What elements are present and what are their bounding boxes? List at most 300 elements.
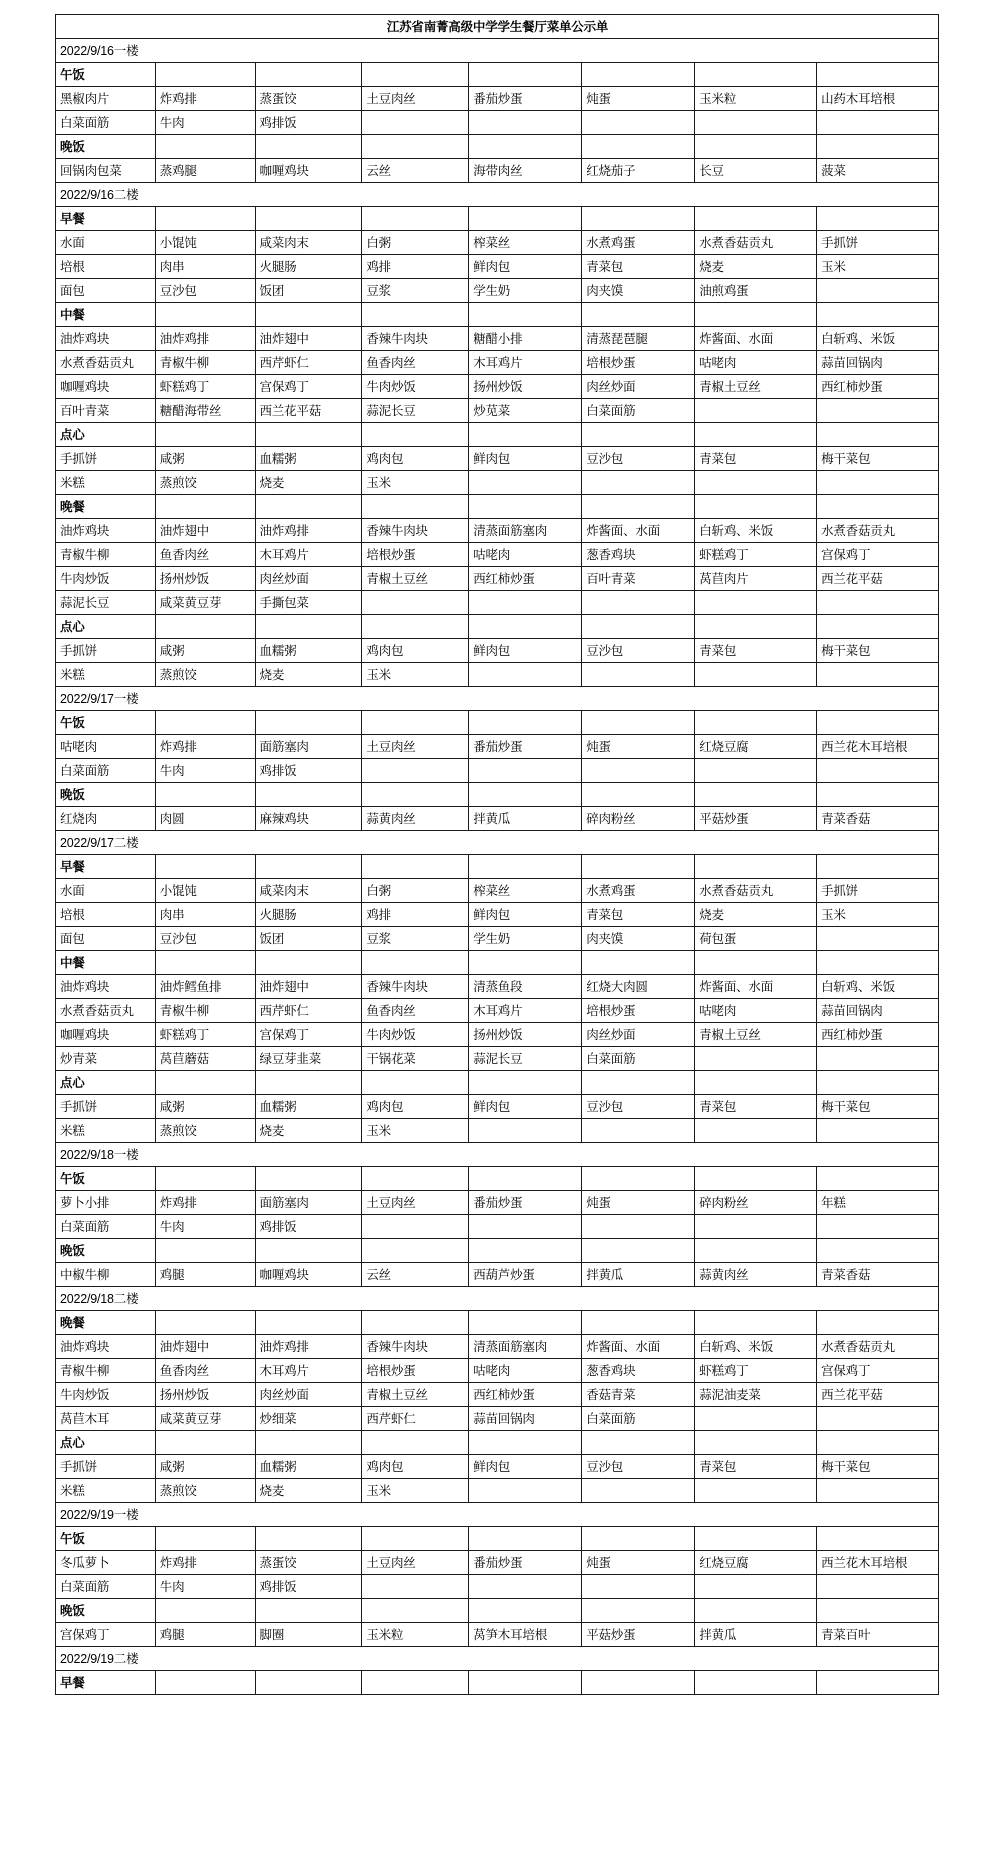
dish-cell: 西兰花平菇 <box>817 1383 939 1407</box>
dish-cell: 油炸鸡排 <box>255 519 362 543</box>
dish-cell: 云丝 <box>362 159 469 183</box>
empty-cell <box>695 135 817 159</box>
dish-cell: 白菜面筋 <box>582 399 695 423</box>
meal-label: 午饭 <box>56 1527 156 1551</box>
dish-row <box>56 1575 939 1599</box>
dish-cell: 油炸鸡排 <box>155 327 255 351</box>
dish-cell: 白菜面筋 <box>582 1407 695 1431</box>
empty-cell <box>255 1431 362 1455</box>
empty-cell <box>582 783 695 807</box>
empty-cell <box>255 303 362 327</box>
dish-cell: 香辣牛肉块 <box>362 327 469 351</box>
dish-cell: 山药木耳培根 <box>817 87 939 111</box>
dish-cell: 西红柿炒蛋 <box>817 1023 939 1047</box>
empty-cell <box>582 207 695 231</box>
meal-label: 点心 <box>56 1431 156 1455</box>
dish-cell: 烧麦 <box>695 255 817 279</box>
empty-cell <box>469 303 582 327</box>
empty-cell <box>582 423 695 447</box>
dish-cell: 油炸翅中 <box>255 327 362 351</box>
dish-cell: 水煮香菇贡丸 <box>56 351 156 375</box>
dish-cell: 蒜苗回锅肉 <box>817 351 939 375</box>
dish-cell: 萝卜小排 <box>56 1191 156 1215</box>
empty-cell <box>817 1239 939 1263</box>
dish-cell: 鲜肉包 <box>469 447 582 471</box>
meal-label: 点心 <box>56 615 156 639</box>
dish-cell: 土豆肉丝 <box>362 87 469 111</box>
dish-cell: 西芹虾仁 <box>255 351 362 375</box>
empty-cell <box>469 783 582 807</box>
dish-row <box>56 1455 939 1479</box>
dish-cell: 清蒸面筋塞肉 <box>469 1335 582 1359</box>
dish-cell: 咸粥 <box>155 639 255 663</box>
dish-cell: 炸酱面、水面 <box>695 327 817 351</box>
dish-cell: 蒜泥油麦菜 <box>695 1383 817 1407</box>
dish-cell: 年糕 <box>817 1191 939 1215</box>
empty-cell <box>817 399 939 423</box>
dish-cell: 牛肉 <box>155 111 255 135</box>
empty-cell <box>469 495 582 519</box>
empty-cell <box>695 207 817 231</box>
empty-cell <box>817 207 939 231</box>
dish-cell: 咕咾肉 <box>469 543 582 567</box>
dish-cell: 鱼香肉丝 <box>362 999 469 1023</box>
empty-cell <box>469 63 582 87</box>
dish-cell: 血糯粥 <box>255 1455 362 1479</box>
meal-header-row <box>56 1431 939 1455</box>
meal-header-row <box>56 495 939 519</box>
dish-cell: 青菜包 <box>695 1455 817 1479</box>
empty-cell <box>582 1119 695 1143</box>
meal-header-row <box>56 951 939 975</box>
date-header-row <box>56 1503 939 1527</box>
dish-cell: 手抓饼 <box>56 1455 156 1479</box>
dish-cell: 咸菜肉末 <box>255 231 362 255</box>
empty-cell <box>255 783 362 807</box>
dish-cell: 西红柿炒蛋 <box>469 567 582 591</box>
dish-cell: 玉米 <box>817 903 939 927</box>
dish-cell: 莴苣木耳 <box>56 1407 156 1431</box>
dish-cell: 鸡排饭 <box>255 759 362 783</box>
dish-cell: 咕咾肉 <box>695 351 817 375</box>
dish-cell: 梅干菜包 <box>817 1095 939 1119</box>
dish-cell: 西葫芦炒蛋 <box>469 1263 582 1287</box>
dish-cell: 白菜面筋 <box>56 1215 156 1239</box>
dish-cell: 菠菜 <box>817 159 939 183</box>
dish-row <box>56 1215 939 1239</box>
dish-cell: 白斩鸡、米饭 <box>817 975 939 999</box>
dish-cell: 红烧肉 <box>56 807 156 831</box>
empty-cell <box>155 207 255 231</box>
dish-cell: 烧麦 <box>255 1119 362 1143</box>
meal-header-row <box>56 63 939 87</box>
dish-cell: 脚圈 <box>255 1623 362 1647</box>
dish-cell: 莴苣蘑菇 <box>155 1047 255 1071</box>
dish-cell: 宫保鸡丁 <box>817 543 939 567</box>
dish-cell: 豆沙包 <box>582 1455 695 1479</box>
dish-row <box>56 327 939 351</box>
dish-cell: 手抓饼 <box>56 1095 156 1119</box>
empty-cell <box>817 927 939 951</box>
empty-cell <box>817 663 939 687</box>
empty-cell <box>255 711 362 735</box>
empty-cell <box>469 1479 582 1503</box>
dish-cell: 玉米粒 <box>695 87 817 111</box>
empty-cell <box>582 1215 695 1239</box>
meal-header-row <box>56 1671 939 1695</box>
dish-cell: 培根炒蛋 <box>582 351 695 375</box>
dish-cell: 咖喱鸡块 <box>255 1263 362 1287</box>
empty-cell <box>582 303 695 327</box>
dish-cell: 手撕包菜 <box>255 591 362 615</box>
date-label: 2022/9/16二楼 <box>56 183 939 207</box>
empty-cell <box>255 63 362 87</box>
dish-cell: 青菜香菇 <box>817 1263 939 1287</box>
empty-cell <box>469 1119 582 1143</box>
dish-cell: 青椒牛柳 <box>155 351 255 375</box>
date-header-row <box>56 831 939 855</box>
empty-cell <box>817 711 939 735</box>
empty-cell <box>362 591 469 615</box>
dish-cell: 水煮鸡蛋 <box>582 231 695 255</box>
dish-cell: 百叶青菜 <box>56 399 156 423</box>
dish-cell: 油炸鳕鱼排 <box>155 975 255 999</box>
dish-cell: 鱼香肉丝 <box>155 543 255 567</box>
meal-label: 晚饭 <box>56 783 156 807</box>
date-header-row <box>56 1143 939 1167</box>
dish-cell: 青椒土豆丝 <box>695 1023 817 1047</box>
dish-cell: 青椒土豆丝 <box>695 375 817 399</box>
dish-row <box>56 1407 939 1431</box>
empty-cell <box>695 1599 817 1623</box>
dish-cell: 番茄炒蛋 <box>469 1191 582 1215</box>
meal-header-row <box>56 303 939 327</box>
empty-cell <box>155 1239 255 1263</box>
empty-cell <box>695 111 817 135</box>
dish-cell: 莴苣肉片 <box>695 567 817 591</box>
empty-cell <box>469 423 582 447</box>
dish-cell: 鲜肉包 <box>469 255 582 279</box>
empty-cell <box>155 1671 255 1695</box>
dish-cell: 牛肉炒饭 <box>56 567 156 591</box>
meal-label: 午饭 <box>56 711 156 735</box>
meal-label: 晚饭 <box>56 1239 156 1263</box>
dish-cell: 水煮香菇贡丸 <box>695 879 817 903</box>
dish-row <box>56 1335 939 1359</box>
dish-cell: 学生奶 <box>469 279 582 303</box>
dish-cell: 血糯粥 <box>255 1095 362 1119</box>
dish-cell: 炖蛋 <box>582 1191 695 1215</box>
empty-cell <box>255 1599 362 1623</box>
dish-cell: 鱼香肉丝 <box>362 351 469 375</box>
dish-cell: 西兰花平菇 <box>817 567 939 591</box>
empty-cell <box>695 399 817 423</box>
empty-cell <box>695 1431 817 1455</box>
dish-cell: 宫保鸡丁 <box>817 1359 939 1383</box>
dish-cell: 榨菜丝 <box>469 879 582 903</box>
dish-cell: 鲜肉包 <box>469 1095 582 1119</box>
empty-cell <box>255 207 362 231</box>
dish-cell: 碎肉粉丝 <box>582 807 695 831</box>
dish-cell: 梅干菜包 <box>817 1455 939 1479</box>
empty-cell <box>155 495 255 519</box>
dish-row <box>56 1359 939 1383</box>
dish-cell: 炒苋菜 <box>469 399 582 423</box>
empty-cell <box>695 303 817 327</box>
dish-cell: 西芹虾仁 <box>362 1407 469 1431</box>
empty-cell <box>695 591 817 615</box>
menu-table <box>55 14 939 1695</box>
dish-cell: 中椒牛柳 <box>56 1263 156 1287</box>
dish-cell: 肉丝炒面 <box>255 1383 362 1407</box>
dish-cell: 蒜泥长豆 <box>56 591 156 615</box>
empty-cell <box>255 1671 362 1695</box>
dish-cell: 碎肉粉丝 <box>695 1191 817 1215</box>
dish-row <box>56 927 939 951</box>
meal-header-row <box>56 1239 939 1263</box>
dish-cell: 鲜肉包 <box>469 903 582 927</box>
dish-cell: 肉串 <box>155 903 255 927</box>
empty-cell <box>362 1311 469 1335</box>
meal-header-row <box>56 615 939 639</box>
dish-cell: 火腿肠 <box>255 903 362 927</box>
dish-cell: 拌黄瓜 <box>695 1623 817 1647</box>
dish-cell: 炒细菜 <box>255 1407 362 1431</box>
empty-cell <box>817 279 939 303</box>
dish-cell: 豆浆 <box>362 279 469 303</box>
dish-cell: 西兰花木耳培根 <box>817 735 939 759</box>
dish-cell: 拌黄瓜 <box>469 807 582 831</box>
dish-cell: 葱香鸡块 <box>582 543 695 567</box>
dish-cell: 白菜面筋 <box>56 111 156 135</box>
empty-cell <box>362 1599 469 1623</box>
empty-cell <box>695 951 817 975</box>
dish-cell: 咸菜肉末 <box>255 879 362 903</box>
empty-cell <box>155 951 255 975</box>
empty-cell <box>469 471 582 495</box>
empty-cell <box>155 423 255 447</box>
empty-cell <box>695 1047 817 1071</box>
dish-cell: 肉丝炒面 <box>582 375 695 399</box>
dish-cell: 蒸煎饺 <box>155 663 255 687</box>
empty-cell <box>362 303 469 327</box>
empty-cell <box>582 1671 695 1695</box>
empty-cell <box>362 855 469 879</box>
empty-cell <box>695 423 817 447</box>
date-header-row <box>56 687 939 711</box>
empty-cell <box>695 1407 817 1431</box>
dish-row <box>56 1383 939 1407</box>
dish-cell: 米糕 <box>56 1479 156 1503</box>
empty-cell <box>469 207 582 231</box>
empty-cell <box>155 855 255 879</box>
meal-label: 中餐 <box>56 951 156 975</box>
dish-cell: 鸡排饭 <box>255 1215 362 1239</box>
dish-cell: 豆浆 <box>362 927 469 951</box>
empty-cell <box>817 591 939 615</box>
meal-label: 点心 <box>56 423 156 447</box>
empty-cell <box>362 135 469 159</box>
dish-cell: 牛肉炒饭 <box>362 1023 469 1047</box>
empty-cell <box>155 303 255 327</box>
dish-cell: 鸡腿 <box>155 1263 255 1287</box>
dish-cell: 咖喱鸡块 <box>255 159 362 183</box>
dish-cell: 培根炒蛋 <box>362 1359 469 1383</box>
empty-cell <box>255 1167 362 1191</box>
empty-cell <box>582 855 695 879</box>
empty-cell <box>695 1311 817 1335</box>
empty-cell <box>155 1599 255 1623</box>
dish-cell: 蒸蛋饺 <box>255 87 362 111</box>
dish-row <box>56 639 939 663</box>
date-label: 2022/9/16一楼 <box>56 39 939 63</box>
dish-cell: 红烧大肉圆 <box>582 975 695 999</box>
dish-cell: 青菜包 <box>582 255 695 279</box>
empty-cell <box>582 1311 695 1335</box>
dish-cell: 平菇炒蛋 <box>695 807 817 831</box>
dish-cell: 肉丝炒面 <box>255 567 362 591</box>
dish-cell: 青菜香菇 <box>817 807 939 831</box>
empty-cell <box>817 1311 939 1335</box>
empty-cell <box>695 1071 817 1095</box>
empty-cell <box>155 615 255 639</box>
dish-cell: 咕咾肉 <box>695 999 817 1023</box>
dish-cell: 扬州炒饭 <box>155 1383 255 1407</box>
empty-cell <box>817 1119 939 1143</box>
dish-cell: 西兰花平菇 <box>255 399 362 423</box>
empty-cell <box>817 111 939 135</box>
dish-row <box>56 159 939 183</box>
dish-cell: 木耳鸡片 <box>469 351 582 375</box>
dish-cell: 百叶青菜 <box>582 567 695 591</box>
dish-cell: 白菜面筋 <box>56 759 156 783</box>
dish-cell: 白斩鸡、米饭 <box>817 327 939 351</box>
dish-row <box>56 255 939 279</box>
empty-cell <box>817 1599 939 1623</box>
dish-cell: 水煮香菇贡丸 <box>817 519 939 543</box>
dish-cell: 炸酱面、水面 <box>695 975 817 999</box>
empty-cell <box>469 1575 582 1599</box>
dish-cell: 牛肉 <box>155 1575 255 1599</box>
empty-cell <box>817 63 939 87</box>
dish-cell: 宫保鸡丁 <box>255 1023 362 1047</box>
dish-cell: 青椒牛柳 <box>56 1359 156 1383</box>
dish-cell: 油煎鸡蛋 <box>695 279 817 303</box>
dish-cell: 玉米 <box>362 663 469 687</box>
empty-cell <box>817 471 939 495</box>
dish-row <box>56 879 939 903</box>
dish-cell: 肉夹馍 <box>582 927 695 951</box>
dish-cell: 鸡肉包 <box>362 1095 469 1119</box>
dish-cell: 荷包蛋 <box>695 927 817 951</box>
dish-cell: 面包 <box>56 279 156 303</box>
dish-cell: 玉米 <box>362 1119 469 1143</box>
empty-cell <box>362 1575 469 1599</box>
dish-row <box>56 1023 939 1047</box>
dish-cell: 手抓饼 <box>817 231 939 255</box>
empty-cell <box>817 783 939 807</box>
meal-label: 点心 <box>56 1071 156 1095</box>
dish-cell: 白菜面筋 <box>582 1047 695 1071</box>
dish-cell: 榨菜丝 <box>469 231 582 255</box>
empty-cell <box>362 111 469 135</box>
empty-cell <box>255 135 362 159</box>
dish-cell: 西红柿炒蛋 <box>817 375 939 399</box>
empty-cell <box>155 1527 255 1551</box>
empty-cell <box>362 423 469 447</box>
meal-header-row <box>56 1527 939 1551</box>
dish-row <box>56 759 939 783</box>
dish-cell: 香菇青菜 <box>582 1383 695 1407</box>
dish-cell: 青椒牛柳 <box>56 543 156 567</box>
empty-cell <box>469 663 582 687</box>
empty-cell <box>695 1239 817 1263</box>
empty-cell <box>695 495 817 519</box>
dish-cell: 红烧豆腐 <box>695 1551 817 1575</box>
empty-cell <box>362 615 469 639</box>
dish-cell: 小馄饨 <box>155 879 255 903</box>
dish-cell: 葱香鸡块 <box>582 1359 695 1383</box>
dish-cell: 白斩鸡、米饭 <box>695 1335 817 1359</box>
dish-row <box>56 519 939 543</box>
empty-cell <box>817 1407 939 1431</box>
empty-cell <box>255 1527 362 1551</box>
empty-cell <box>582 1071 695 1095</box>
date-label: 2022/9/19二楼 <box>56 1647 939 1671</box>
meal-label: 晚餐 <box>56 495 156 519</box>
empty-cell <box>255 951 362 975</box>
dish-cell: 鱼香肉丝 <box>155 1359 255 1383</box>
dish-cell: 虾糕鸡丁 <box>695 543 817 567</box>
empty-cell <box>469 1071 582 1095</box>
meal-header-row <box>56 783 939 807</box>
dish-cell: 白粥 <box>362 879 469 903</box>
dish-cell: 莴笋木耳培根 <box>469 1623 582 1647</box>
dish-cell: 炖蛋 <box>582 87 695 111</box>
dish-row <box>56 903 939 927</box>
dish-row <box>56 351 939 375</box>
empty-cell <box>362 207 469 231</box>
empty-cell <box>695 1167 817 1191</box>
dish-cell: 白斩鸡、米饭 <box>695 519 817 543</box>
dish-cell: 蒜黄肉丝 <box>362 807 469 831</box>
dish-cell: 培根炒蛋 <box>582 999 695 1023</box>
dish-cell: 肉丝炒面 <box>582 1023 695 1047</box>
empty-cell <box>155 1311 255 1335</box>
dish-cell: 米糕 <box>56 663 156 687</box>
meal-header-row <box>56 1167 939 1191</box>
dish-cell: 宫保鸡丁 <box>255 375 362 399</box>
empty-cell <box>469 1215 582 1239</box>
dish-cell: 干锅花菜 <box>362 1047 469 1071</box>
dish-cell: 水煮香菇贡丸 <box>817 1335 939 1359</box>
dish-cell: 肉圆 <box>155 807 255 831</box>
dish-row <box>56 87 939 111</box>
empty-cell <box>817 1575 939 1599</box>
empty-cell <box>155 783 255 807</box>
empty-cell <box>582 615 695 639</box>
meal-header-row <box>56 855 939 879</box>
dish-cell: 宫保鸡丁 <box>56 1623 156 1647</box>
date-header-row <box>56 1647 939 1671</box>
meal-header-row <box>56 711 939 735</box>
date-label: 2022/9/17一楼 <box>56 687 939 711</box>
dish-cell: 木耳鸡片 <box>469 999 582 1023</box>
empty-cell <box>817 855 939 879</box>
empty-cell <box>582 63 695 87</box>
empty-cell <box>255 423 362 447</box>
meal-label: 早餐 <box>56 1671 156 1695</box>
